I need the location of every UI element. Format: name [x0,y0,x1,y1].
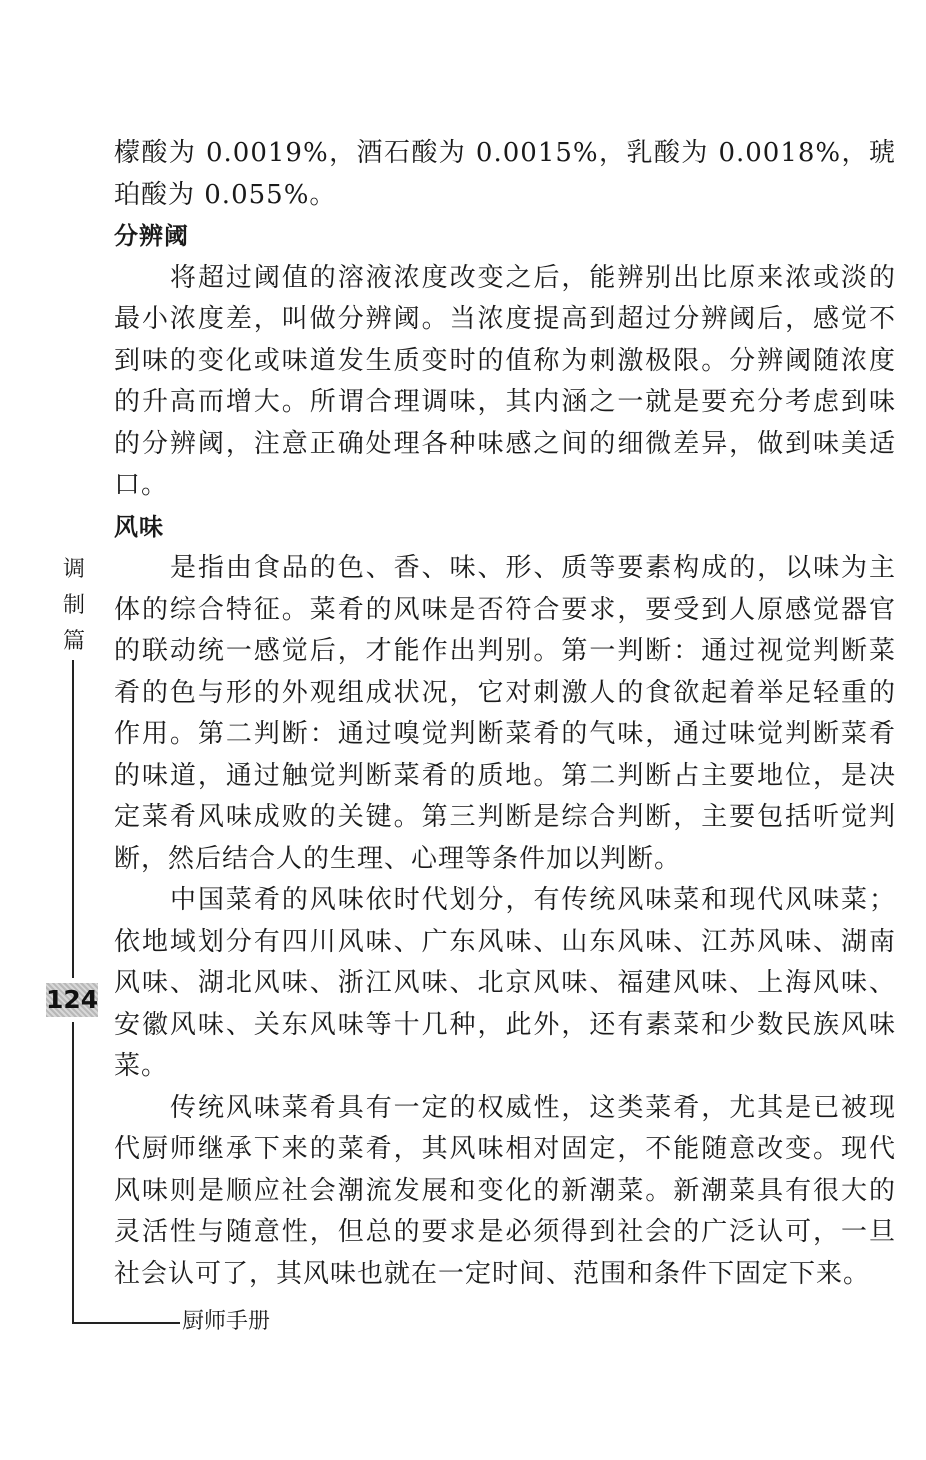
side-rule-lower [72,1022,74,1324]
page-body [114,133,896,1295]
section-label: 调制篇 [62,557,85,654]
paragraph-fengwei-traditional-modern: 传统风味菜肴具有一定的权威性，这类菜肴，尤其是已被现代厨师继承下来的菜肴，其风味相对固定，不能随意改变。现代风味则是顺应社会潮流发展和变化的新潮菜。新潮菜具有很大的灵活性与随意性，但总的要求是必须得到社会的广泛认可，一旦社会认可了，其风味也就在一定时间、范围和条件下固定下来。 [114,1092,896,1289]
footer-rule [72,1322,180,1324]
book-title: 厨师手册 [182,1309,271,1334]
paragraph-continued: 檬酸为 0.0019%，酒石酸为 0.0015%，乳酸为 0.0018%，琥珀酸为 0.055%。 [114,138,896,210]
section-heading-fenbianyu: 分辨阈 [114,222,189,250]
paragraph-fenbianyu: 将超过阈值的溶液浓度改变之后，能辨别出比原来浓或淡的最小浓度差，叫做分辨阈。当浓度提高到超过分辨阈后，感觉不到味的变化或味道发生质变时的值称为刺激极限。分辨阈随浓度的升高而增大。所谓合理调味，其内涵之一就是要充分考虑到味的分辨阈，注意正确处理各种味感之间的细微差异，做到味美适口。 [114,262,896,500]
paragraph-fengwei-classification: 中国菜肴的风味依时代划分，有传统风味菜和现代风味菜；依地域划分有四川风味、广东风味、山东风味、江苏风味、湖南风味、湖北风味、浙江风味、北京风味、福建风味、上海风味、安徽风味、关东风味等十几种，此外，还有素菜和少数民族风味菜。 [114,885,896,1081]
section-heading-fengwei: 风味 [114,512,164,541]
page-number: 124 [46,983,98,1017]
paragraph-fengwei-definition: 是指由食品的色、香、味、形、质等要素构成的，以味为主体的综合特征。菜肴的风味是否符合要求，要受到人原感觉器官的联动统一感觉后，才能作出判别。第一判断：通过视觉判断菜肴的色与形的外观组成状况，它对刺激人的食欲起着举足轻重的作用。第二判断：通过嗅觉判断菜肴的气味，通过味觉判断菜肴的味道，通过触觉判断菜肴的质地。第二判断占主要地位，是决定菜肴风味成败的关键。第三判断是综合判断，主要包括听觉判断，然后结合人的生理、心理等条件加以判断。 [114,553,896,874]
side-rule-upper [72,660,74,978]
